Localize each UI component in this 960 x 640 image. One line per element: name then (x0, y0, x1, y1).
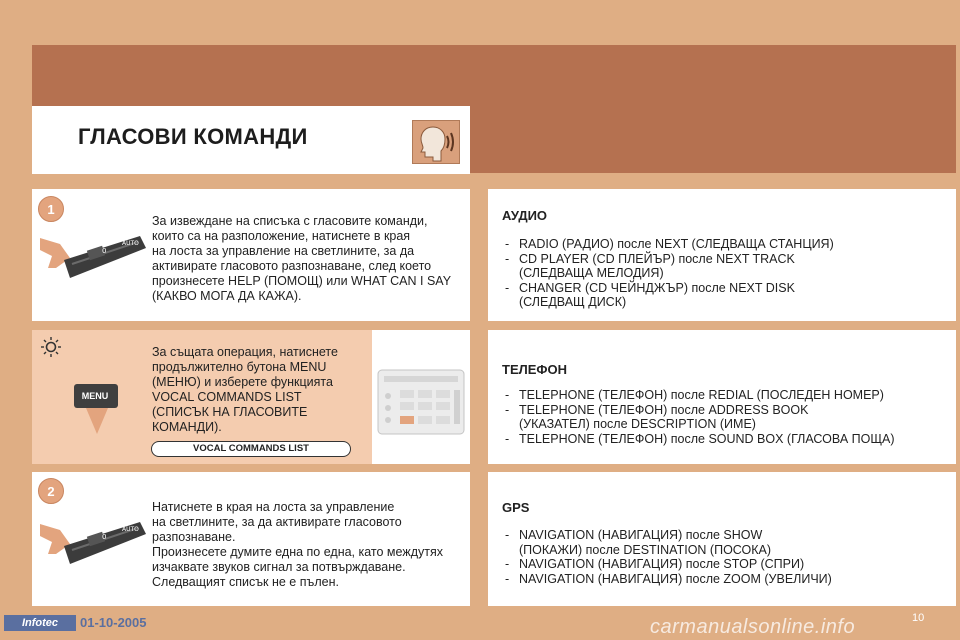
vocal-commands-list-screen: VOCAL COMMANDS LIST (151, 441, 351, 457)
stalk-label-zero: 0 (102, 247, 107, 255)
step-2-badge: 2 (38, 478, 64, 504)
list-item (505, 403, 950, 432)
menu-button-illustration (72, 380, 122, 436)
page-title: ГЛАСОВИ КОМАНДИ (78, 124, 308, 149)
step1-text: За извеждане на списъка с гласовите команди, които са на разположение, натиснете в края на лоста за управление на светлините, за да активирате гласовото разпознаване, след което произнесете HELP (ПОМОЩ) или WHAT CAN I SAY (КАКВО МОГА ДА КАЖА). (152, 214, 452, 303)
list-item (505, 237, 945, 252)
watermark: carmanualsonline.info (650, 616, 856, 638)
list-item (505, 528, 945, 557)
command-text: NAVIGATION (НАВИГАЦИЯ) после SHOW (ПОКАЖИ) после DESTINATION (ПОСОКА) (519, 528, 772, 557)
list-item (505, 432, 950, 447)
command-text: NAVIGATION (НАВИГАЦИЯ) после STOP (СПРИ) (519, 557, 805, 571)
gps-command-list (505, 528, 945, 586)
list-item (505, 281, 945, 310)
command-text: TELEPHONE (ТЕЛЕФОН) после REDIAL (ПОСЛЕДЕН НОМЕР) (519, 388, 884, 402)
stalk-label-auto: AUTO (122, 526, 139, 533)
audio-command-list (505, 237, 945, 310)
step2-text: Натиснете в края на лоста за управление на светлините, за да активирате гласовото разпознаване. Произнесете думите една по една, като междутях изчаквате звуков сигнал за потвърждаване. Следващият списък не е пълен. (152, 500, 443, 589)
gps-title: GPS (502, 500, 530, 515)
audio-title: АУДИО (502, 208, 548, 223)
command-text: NAVIGATION (НАВИГАЦИЯ) после ZOOM (УВЕЛИЧИ) (519, 571, 832, 586)
command-text: CHANGER (CD ЧЕЙНДЖЪР) после NEXT DISK (СЛЕДВАЩ ДИСК) (519, 280, 795, 309)
page-number: 10 (912, 612, 925, 624)
stalk-label-zero: 0 (102, 533, 107, 541)
light-bulb-icon (40, 336, 62, 358)
list-item (505, 557, 945, 572)
infotec-logo: Infotec (4, 615, 76, 631)
command-text: TELEPHONE (ТЕЛЕФОН) после ADDRESS BOOK (УКАЗАТЕЛ) после DESCRIPTION (ИМЕ) (519, 402, 809, 431)
phone-title: ТЕЛЕФОН (502, 362, 567, 377)
step-1-badge: 1 (38, 196, 64, 222)
menu-step-text: За същата операция, натиснете продължително бутона MENU (МЕНЮ) и изберете функцията VOCAL COMMANDS LIST (СПИСЪК НА ГЛАСОВИТЕ КОМАНДИ). (152, 345, 338, 434)
list-item (505, 252, 945, 281)
list-item (505, 388, 950, 403)
lighting-stalk-illustration-1 (38, 222, 148, 292)
command-text: RADIO (РАДИО) после NEXT (СЛЕДВАЩА СТАНЦИЯ) (519, 237, 834, 251)
command-text: CD PLAYER (CD ПЛЕЙЪР) после NEXT TRACK (СЛЕДВАЩА МЕЛОДИЯ) (519, 251, 795, 280)
command-text: TELEPHONE (ТЕЛЕФОН) после SOUND BOX (ГЛАСОВА ПОЩА) (519, 431, 895, 446)
voice-command-icon (412, 120, 460, 164)
menu-button-label: MENU (81, 391, 109, 401)
list-item (505, 572, 945, 587)
radio-panel-illustration (372, 330, 470, 464)
phone-command-list (505, 388, 950, 446)
stalk-label-auto: AUTO (122, 240, 139, 247)
lighting-stalk-illustration-2 (38, 508, 148, 578)
document-date: 01-10-2005 (80, 615, 147, 630)
